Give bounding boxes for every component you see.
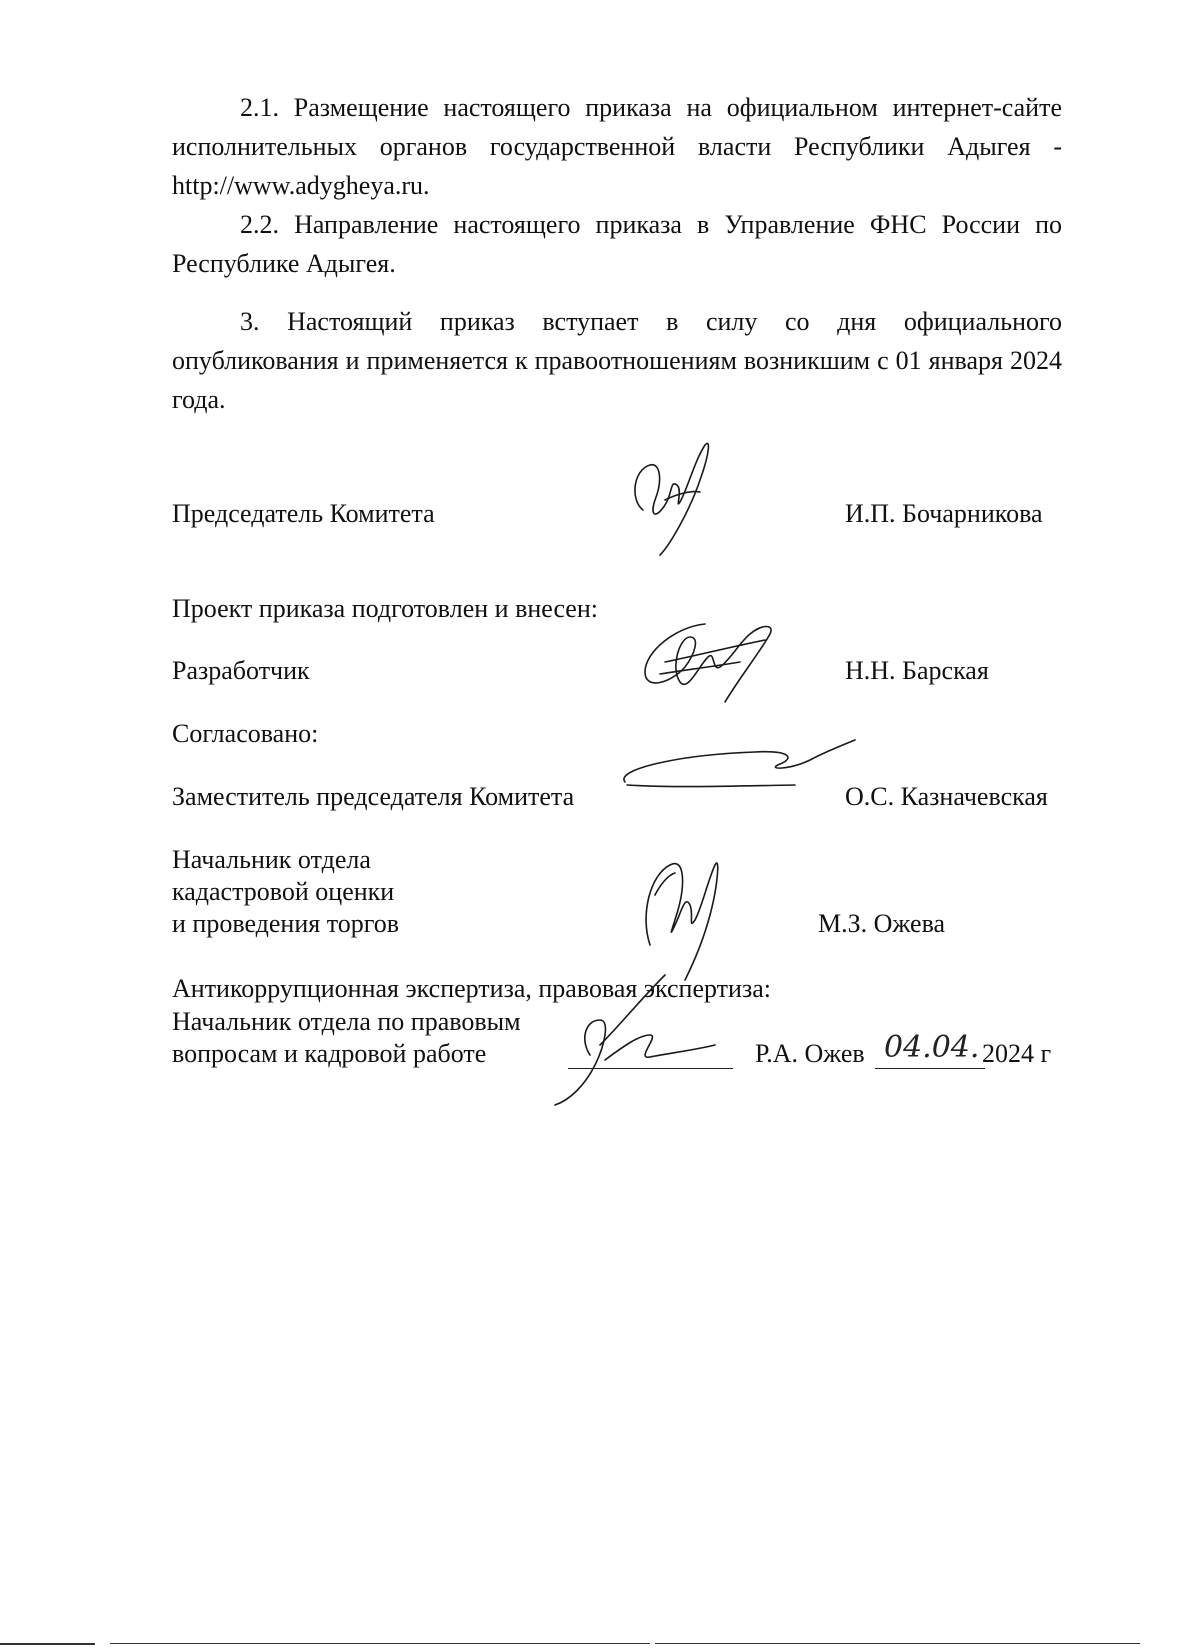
chairman-name: И.П. Бочарникова [845, 499, 1043, 528]
developer-name: Н.Н. Барская [845, 656, 989, 685]
legal-head-position-line1: Начальник отдела по правовым [172, 1007, 521, 1036]
developer-signature [630, 612, 785, 707]
legal-head-position-line2: вопросам и кадровой работе [172, 1039, 487, 1068]
deputy-position: Заместитель председателя Комитета [172, 782, 575, 811]
paragraph-3: 3. Настоящий приказ вступает в силу со дня официального опубликования и применяется к правоотношениям возникшим с 01 января 2024 года. [172, 307, 1062, 414]
department-head-position-line3: и проведения торгов [172, 909, 400, 938]
developer-position: Разработчик [172, 656, 310, 685]
chairman-signature [625, 440, 735, 560]
deputy-name: О.С. Казначевская [845, 782, 1048, 811]
paragraph-2-2: 2.2. Направление настоящего приказа в Управление ФНС России по Республике Адыгея. [172, 210, 1062, 278]
department-head-name: М.З. Ожева [818, 909, 946, 938]
legal-head-name: Р.А. Ожев [755, 1039, 865, 1068]
deputy-signature [615, 730, 860, 800]
agreed-heading: Согласовано: [172, 719, 319, 748]
department-head-signature [630, 845, 730, 985]
department-head-position-line1: Начальник отдела [172, 845, 371, 874]
scan-edge-line-left [0, 1643, 95, 1645]
legal-head-date-printed: 2024 г [982, 1039, 1052, 1068]
legal-head-signature [550, 965, 730, 1110]
date-underline [875, 1068, 985, 1069]
expertise-heading: Антикоррупционная экспертиза, правовая экспертиза: [172, 974, 771, 1003]
chairman-position: Председатель Комитета [172, 499, 435, 528]
legal-head-date-handwritten: 04.04. [884, 1030, 980, 1065]
department-head-position-line2: кадастровой оценки [172, 877, 395, 906]
paragraph-2-1: 2.1. Размещение настоящего приказа на официальном интернет-сайте исполнительных органов государственной власти Республики Адыгея - http://www.adygheya.ru. [172, 93, 1062, 200]
prepared-by-heading: Проект приказа подготовлен и внесен: [172, 594, 598, 623]
scan-edge-line-middle [110, 1643, 650, 1644]
scan-edge-line-right [655, 1643, 1140, 1644]
